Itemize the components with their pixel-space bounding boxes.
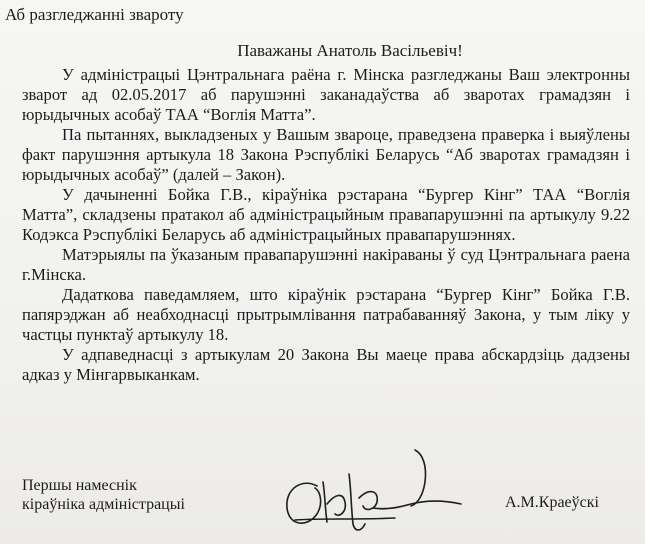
letter-salutation: Паважаны Анатоль Васільевіч! <box>237 41 463 60</box>
letter-body <box>22 65 630 385</box>
body-paragraph: Па пытаннях, выкладзеных у Вашым звароце, праведзена праверка і выяўлены факт парушэння артыкула 18 Закона Рэспублікі Беларусь “Аб зваротах грамадзян і юрыдычных асобаў” (далей – Закон). <box>22 125 630 184</box>
signatory-name: А.М.Краеўскі <box>505 494 599 511</box>
body-paragraph: Дадаткова паведамляем, што кіраўнік рэстарана “Бургер Кінг” Бойка Г.В. папярэджан аб неабходнасці прытрымлівання патрабаванняў Закона, у тым ліку у частцы пунктаў артыкулу 18. <box>22 285 630 344</box>
body-paragraph: У дачыненні Бойка Г.В., кіраўніка рэстарана “Бургер Кінг” ТАА “Воглія Матта”, складзены пратакол аб адміністрацыйным правапарушэнні па артыкулу 9.22 Кодэкса Рэспублікі Беларусь аб адміністрацыйных правапарушэннях. <box>22 185 630 244</box>
signatory-position <box>22 476 185 514</box>
body-paragraph: У адпаведнасці з артыкулам 20 Закона Вы маеце права абскардзіць дадзены адказ у Мінгарвыканкам. <box>22 345 630 384</box>
signatory-position-line1: Першы намеснік <box>22 477 137 494</box>
handwritten-signature <box>265 448 485 544</box>
signatory-position-line2: кіраўніка адміністрацыі <box>22 496 185 513</box>
body-paragraph: Матэрыялы па ўказаным правапарушэнні накіраваны ў суд Цэнтральнага раена г.Мінска. <box>22 245 630 284</box>
letter-subject: Аб разгледжанні звароту <box>5 5 184 24</box>
body-paragraph: У адміністрацыі Цэнтральнага раёна г. Мінска разгледжаны Ваш электронны зварот ад 02.05.2017 аб парушэнні заканадаўства аб зваротах грамадзян і юрыдычных асобаў ТАА “Воглія Матта”. <box>22 65 630 124</box>
